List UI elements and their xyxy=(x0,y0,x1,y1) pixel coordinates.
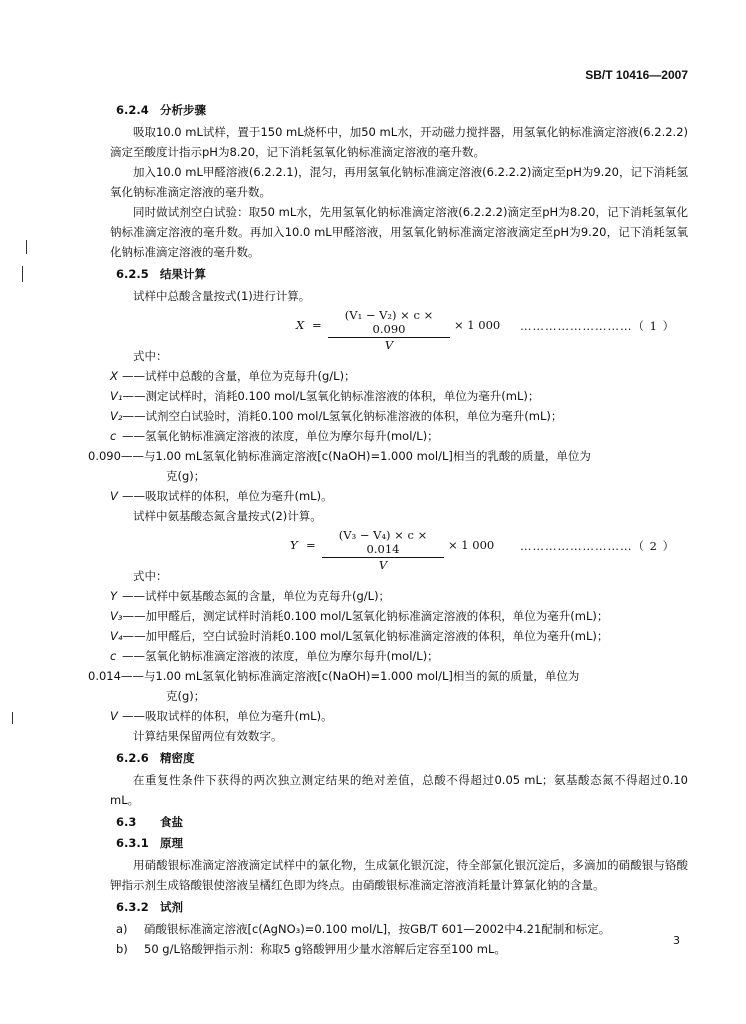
formula-denominator: V xyxy=(384,338,394,352)
variable-dash: —— xyxy=(122,649,145,663)
formula-lhs: Y xyxy=(290,538,298,552)
variable-description: 试剂空白试验时，消耗0.100 mol/L氢氧化钠标准溶液的体积，单位为毫升(mL)； xyxy=(145,409,563,423)
variable-description-continued: 克(g)； xyxy=(166,469,206,483)
formula-denominator: V xyxy=(378,558,388,572)
page-number: 3 xyxy=(673,934,680,947)
variable-description: 氢氧化钠标准滴定溶液的浓度，单位为摩尔每升(mol/L)； xyxy=(145,649,439,663)
standard-code: SB/T 10416—2007 xyxy=(585,68,688,82)
variable-symbol: c xyxy=(110,649,117,663)
paragraph: 吸取10.0 mL试样，置于150 mL烧杯中，加50 mL水，开动磁力搅拌器，用氢氧化钠标准滴定溶液(6.2.2.2)滴定至酸度计指示pH为8.20，记下消耗氢氧化钠标准滴定溶液的毫升数。 xyxy=(110,125,688,159)
list-item-text: 50 g/L铬酸钾指示剂：称取5 g铬酸钾用少量水溶解后定容至100 mL。 xyxy=(144,942,506,956)
formula-equals: = xyxy=(312,318,322,332)
list-item-text: 硝酸银标准滴定溶液[c(AgNO₃)=0.100 mol/L]，按GB/T 601—2002中4.21配制和标定。 xyxy=(144,922,611,936)
variable-description: 试样中总酸的含量，单位为克每升(g/L)； xyxy=(145,369,356,383)
variable-definition xyxy=(110,406,688,426)
margin-mark xyxy=(26,240,27,254)
where-label: 式中： xyxy=(133,569,168,583)
list-item xyxy=(110,939,688,959)
variable-symbol: V₃ xyxy=(110,609,123,623)
formula-multiplier: × 1 000 xyxy=(448,538,495,552)
list-item xyxy=(110,919,688,939)
variable-description: 与1.00 mL氢氧化钠标准滴定溶液[c(NaOH)=1.000 mol/L]相当的乳酸的质量，单位为 xyxy=(143,449,591,463)
section-number: 6.2.5 xyxy=(116,267,149,281)
section-heading-6-2-6 xyxy=(116,750,688,767)
variable-dash: —— xyxy=(122,709,145,723)
variable-description: 加甲醛后，测定试样时消耗0.100 mol/L氢氧化钠标准滴定溶液的体积，单位为毫升(mL)； xyxy=(145,609,609,623)
variable-definition xyxy=(110,486,688,506)
variable-definition xyxy=(110,706,688,726)
variable-list-1 xyxy=(88,366,688,506)
variable-symbol: V₁ xyxy=(110,389,123,403)
variable-definition xyxy=(110,586,688,606)
section-title: 分析步骤 xyxy=(160,103,206,117)
list-marker: a) xyxy=(116,922,128,936)
variable-list-2 xyxy=(88,586,688,726)
paragraph: 计算结果保留两位有效数字。 xyxy=(133,729,283,743)
formula-equals: = xyxy=(306,538,316,552)
variable-symbol: Y xyxy=(110,589,118,603)
section-title: 食盐 xyxy=(160,815,183,829)
paragraph: 加入10.0 mL甲醛溶液(6.2.2.1)，混匀，再用氢氧化钠标准滴定溶液(6.2.2.2)滴定至pH为9.20，记下消耗氢氧化钠标准滴定溶液的毫升数。 xyxy=(110,165,688,199)
variable-description: 测定试样时，消耗0.100 mol/L氢氧化钠标准溶液的体积，单位为毫升(mL)； xyxy=(145,389,540,403)
section-title: 结果计算 xyxy=(160,267,206,281)
variable-dash: —— xyxy=(122,489,145,503)
paragraph: 试样中总酸含量按式(1)进行计算。 xyxy=(133,289,311,303)
section-title: 试剂 xyxy=(160,900,183,914)
variable-symbol: V xyxy=(110,489,118,503)
section-number: 6.2.6 xyxy=(116,751,149,765)
variable-description: 氢氧化钠标准滴定溶液的浓度，单位为摩尔每升(mol/L)； xyxy=(145,429,439,443)
variable-symbol: c xyxy=(110,429,117,443)
paragraph: 用硝酸银标准滴定溶液滴定试样中的氯化物，生成氯化银沉淀，待全部氯化银沉淀后，多滴加的硝酸银与铬酸钾指示剂生成铬酸银使溶液呈橘红色即为终点。由硝酸银标准滴定溶液消耗量计算氯化钠的含量。 xyxy=(110,858,688,892)
variable-description: 加甲醛后，空白试验时消耗0.100 mol/L氢氧化钠标准滴定溶液的体积，单位为毫升(mL)； xyxy=(145,629,609,643)
variable-definition xyxy=(88,666,688,686)
section-heading-6-3-2 xyxy=(116,899,688,916)
variable-dash: —— xyxy=(120,449,144,463)
variable-symbol: 0.090 xyxy=(88,449,121,463)
formula-numerator: (V₃ − V₄) × c × 0.014 xyxy=(322,528,444,558)
variable-dash: —— xyxy=(122,409,146,423)
paragraph: 试样中氨基酸态氮含量按式(2)计算。 xyxy=(133,509,322,523)
section-number: 6.2.4 xyxy=(116,103,149,117)
formula-1 xyxy=(110,308,688,352)
variable-definition xyxy=(110,626,688,646)
variable-description: 吸取试样的体积，单位为毫升(mL)。 xyxy=(145,709,333,723)
paragraph: 在重复性条件下获得的两次独立测定结果的绝对差值，总酸不得超过0.05 mL；氨基酸态氮不得超过0.10 mL。 xyxy=(110,773,688,807)
margin-mark xyxy=(12,712,13,724)
variable-definition xyxy=(110,646,688,666)
formula-numerator: (V₁ − V₂) × c × 0.090 xyxy=(328,308,450,338)
document-body xyxy=(88,98,688,959)
variable-dash: —— xyxy=(122,629,146,643)
variable-description: 与1.00 mL氢氧化钠标准滴定溶液[c(NaOH)=1.000 mol/L]相当的氮的质量，单位为 xyxy=(143,669,580,683)
variable-definition xyxy=(88,446,688,466)
variable-symbol: V xyxy=(110,709,118,723)
section-number: 6.3.2 xyxy=(116,900,149,914)
section-heading-6-3 xyxy=(116,814,688,831)
variable-dash: —— xyxy=(122,389,146,403)
section-title: 原理 xyxy=(160,836,183,850)
variable-symbol: V₂ xyxy=(110,409,123,423)
section-number: 6.3 xyxy=(116,815,137,829)
paragraph: 同时做试剂空白试验：取50 mL水，先用氢氧化钠标准滴定溶液(6.2.2.2)滴定至pH为8.20，记下消耗氢氧化钠标准滴定溶液的毫升数。再加入10.0 mL甲醛溶液，用氢氧化钠标准滴定溶液滴定至pH为9.20，记下消耗氢氧化钠标准滴定溶液的毫升数。 xyxy=(110,205,688,259)
variable-definition xyxy=(110,366,688,386)
variable-definition xyxy=(110,606,688,626)
formula-tag: ………………………（ 2 ） xyxy=(520,539,676,553)
variable-dash: —— xyxy=(120,669,144,683)
formula-lhs: X xyxy=(296,318,305,332)
variable-description: 试样中氨基酸态氮的含量，单位为克每升(g/L)； xyxy=(145,589,391,603)
variable-definition xyxy=(110,386,688,406)
formula-2 xyxy=(110,528,688,572)
variable-dash: —— xyxy=(122,589,145,603)
formula-fraction xyxy=(322,528,444,572)
section-number: 6.3.1 xyxy=(116,836,149,850)
variable-dash: —— xyxy=(122,429,145,443)
list-marker: b) xyxy=(116,942,128,956)
variable-dash: —— xyxy=(122,369,145,383)
margin-mark xyxy=(22,266,23,282)
variable-symbol: V₄ xyxy=(110,629,123,643)
section-heading-6-2-4 xyxy=(116,102,688,119)
section-heading-6-3-1 xyxy=(116,835,688,852)
variable-symbol: 0.014 xyxy=(88,669,121,683)
variable-description: 吸取试样的体积，单位为毫升(mL)。 xyxy=(145,489,333,503)
variable-dash: —— xyxy=(122,609,146,623)
variable-definition xyxy=(110,426,688,446)
formula-multiplier: × 1 000 xyxy=(454,318,501,332)
where-label: 式中： xyxy=(133,349,168,363)
formula-tag: ………………………（ 1 ） xyxy=(520,319,676,333)
section-heading-6-2-5 xyxy=(116,266,688,283)
variable-description-continued: 克(g)； xyxy=(166,689,206,703)
section-title: 精密度 xyxy=(160,751,195,765)
formula-fraction xyxy=(328,308,450,352)
variable-symbol: X xyxy=(110,369,118,383)
